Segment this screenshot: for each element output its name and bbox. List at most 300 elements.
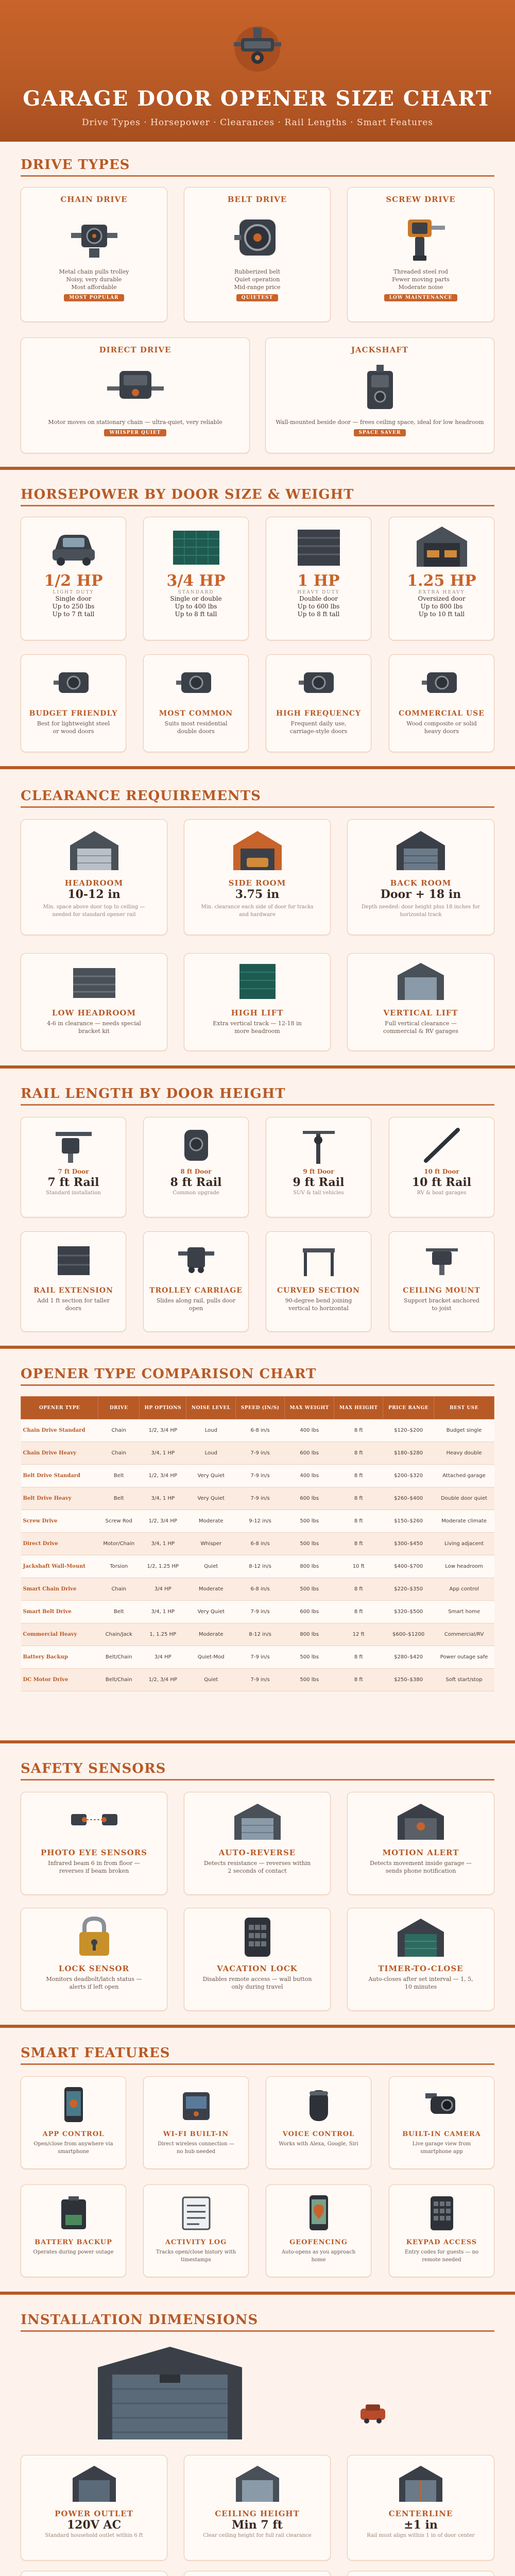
- smart-activity-log: [143, 2184, 249, 2277]
- table-row: [21, 1578, 494, 1601]
- trolley-icon: [173, 1239, 219, 1280]
- card-title: HIGH LIFT: [231, 1008, 284, 1018]
- table-cell: Low headroom: [434, 1555, 494, 1578]
- hp-class: HEAVY DUTY: [297, 590, 340, 595]
- table-cell: Belt: [98, 1487, 140, 1510]
- lock-icon: [66, 1914, 123, 1959]
- divider: [21, 2330, 494, 2332]
- table-row: [21, 1487, 494, 1510]
- hp-class: STANDARD: [178, 590, 214, 595]
- table-cell: 8 ft: [334, 1578, 383, 1601]
- clearance-back-room: [347, 819, 494, 935]
- card-desc: Moderate noise: [398, 284, 443, 291]
- table-cell: 7-9 in/s: [236, 1646, 285, 1669]
- table-cell: 800 lbs: [284, 1555, 334, 1578]
- phone-app-icon: [53, 2084, 94, 2125]
- safety-timer-to-close: [347, 1908, 494, 2011]
- table-cell: $280–$420: [383, 1646, 434, 1669]
- table-cell: 500 lbs: [284, 1646, 334, 1669]
- table-cell: $150–$260: [383, 1510, 434, 1533]
- table-header-cell: BEST USE: [434, 1397, 494, 1419]
- card-title: LOCK SENSOR: [58, 1964, 130, 1973]
- rail-value: 7 ft Rail: [47, 1176, 99, 1189]
- divider: [21, 505, 494, 506]
- table-row: [21, 1601, 494, 1623]
- table-cell: Quiet: [186, 1669, 236, 1691]
- clearance-high-lift: [184, 953, 331, 1051]
- divider: [21, 2063, 494, 2065]
- clearance-value: Door + 18 in: [380, 888, 461, 901]
- table-cell: $200–$320: [383, 1465, 434, 1487]
- card-desc: Metal chain pulls trolley: [59, 268, 129, 275]
- install-support-strut: [347, 2571, 494, 2576]
- safety-photo-eye: [21, 1792, 167, 1895]
- table-cell: 6-8 in/s: [236, 1419, 285, 1442]
- card-title: CEILING MOUNT: [403, 1286, 480, 1295]
- table-cell: 800 lbs: [284, 1623, 334, 1646]
- motor-icon: [173, 662, 219, 703]
- table-cell: Attached garage: [434, 1465, 494, 1487]
- hp-value: 1.25 HP: [407, 572, 476, 590]
- card-tag: LOW MAINTENANCE: [384, 294, 458, 301]
- page-subtitle: Drive Types · Horsepower · Clearances · Rail Lengths · Smart Features: [81, 117, 433, 128]
- safety-lock-sensor: [21, 1908, 167, 2011]
- install-emergency-release: [21, 2571, 167, 2576]
- table-cell: 500 lbs: [284, 1578, 334, 1601]
- card-desc: Up to 250 lbs: [52, 603, 95, 610]
- table-cell: 1, 1.25 HP: [140, 1623, 186, 1646]
- card-title: GEOFENCING: [289, 2239, 348, 2246]
- table-cell: Chain: [98, 1578, 140, 1601]
- install-centerline: [347, 2455, 494, 2561]
- card-desc: Min. space above door top to ceiling — needed for standard opener rail: [43, 904, 145, 918]
- table-header-cell: SPEED (IN/S): [236, 1397, 285, 1419]
- card-title: LOW HEADROOM: [52, 1008, 136, 1018]
- table-cell: 6-8 in/s: [236, 1533, 285, 1555]
- table-cell: $600–$1200: [383, 1623, 434, 1646]
- card-desc: Slides along rail, pulls door open: [156, 1297, 236, 1312]
- hp-card-half: [21, 517, 126, 640]
- table-cell: 500 lbs: [284, 1669, 334, 1691]
- table-cell: $120–$200: [383, 1419, 434, 1442]
- card-title: ACTIVITY LOG: [165, 2239, 227, 2246]
- safety-vacation-lock: [184, 1908, 331, 2011]
- card-desc: Depth needed: door height plus 18 inches for horizontal track: [361, 904, 480, 918]
- table-cell: Smart home: [434, 1601, 494, 1623]
- table-cell: Budget single: [434, 1419, 494, 1442]
- card-title: BUDGET FRIENDLY: [29, 709, 118, 718]
- card-desc: 4-6 in clearance — needs special bracket kit: [47, 1020, 141, 1035]
- table-cell: Power outage safe: [434, 1646, 494, 1669]
- card-desc: Standard installation: [46, 1190, 101, 1196]
- card-desc: Up to 8 ft tall: [175, 611, 217, 618]
- card-title: BACK ROOM: [390, 878, 452, 888]
- keypad-icon: [229, 1914, 286, 1959]
- low-headroom-icon: [66, 961, 123, 1002]
- rail-extension: [21, 1231, 126, 1332]
- table-row: [21, 1533, 494, 1555]
- clearance-value: 10-12 in: [67, 888, 121, 901]
- card-desc: Entry codes for guests — no remote needed: [404, 2249, 479, 2263]
- table-cell: Chain/Jack: [98, 1623, 140, 1646]
- card-desc: Rail must align within 1 in of door center: [367, 2533, 475, 2538]
- card-desc: 90-degree bend joining vertical to horizontal: [285, 1297, 352, 1312]
- table-header-cell: NOISE LEVEL: [186, 1397, 236, 1419]
- table-header-cell: MAX HEIGHT: [334, 1397, 383, 1419]
- card-desc: Tracks open/close history with timestamps: [156, 2249, 236, 2263]
- table-cell: $220–$350: [383, 1578, 434, 1601]
- table-cell: Smart Chain Drive: [21, 1578, 98, 1601]
- card-title: COMMERCIAL USE: [399, 709, 485, 718]
- install-value: 120V AC: [66, 2518, 122, 2532]
- table-cell: Screw Rod: [98, 1510, 140, 1533]
- card-title: PHOTO EYE SENSORS: [41, 1848, 147, 1857]
- table-cell: Chain: [98, 1419, 140, 1442]
- hp-use-budget: [21, 654, 126, 752]
- garage-door-icon: [168, 523, 225, 570]
- card-desc: Add 1 ft section for taller doors: [37, 1297, 110, 1312]
- card-desc: Auto-closes after set interval — 1, 5, 10 minutes: [368, 1976, 473, 1990]
- table-cell: Belt Drive Standard: [21, 1465, 98, 1487]
- table-cell: Torsion: [98, 1555, 140, 1578]
- card-title: BUILT-IN CAMERA: [402, 2130, 481, 2138]
- drive-card-screw: [347, 187, 494, 322]
- table-cell: 6-8 in/s: [236, 1578, 285, 1601]
- card-title: JACKSHAFT: [351, 345, 409, 354]
- table-row: [21, 1465, 494, 1487]
- card-desc: Up to 400 lbs: [175, 603, 217, 610]
- section-title-smart: SMART FEATURES: [21, 2045, 170, 2061]
- hp-value: 1/2 HP: [44, 572, 103, 590]
- table-cell: 8-12 in/s: [236, 1623, 285, 1646]
- door-height: 8 ft Door: [180, 1168, 212, 1175]
- card-tag: QUIETEST: [236, 294, 279, 301]
- card-desc: SUV & tall vehicles: [293, 1190, 344, 1196]
- drive-card-jackshaft: [265, 337, 494, 453]
- table-cell: Smart Belt Drive: [21, 1601, 98, 1623]
- card-desc: Auto-opens as you approach home: [281, 2249, 356, 2263]
- rail-opener-icon: [173, 1125, 219, 1166]
- table-cell: 600 lbs: [284, 1442, 334, 1465]
- card-desc: Up to 600 lbs: [297, 603, 340, 610]
- card-desc: Detects resistance — reverses within 2 seconds of contact: [203, 1860, 311, 1874]
- card-tag: MOST POPULAR: [64, 294, 124, 301]
- safety-motion-alert: [347, 1792, 494, 1895]
- clearance-low-headroom: [21, 953, 167, 1051]
- door-height: 7 ft Door: [58, 1168, 89, 1175]
- band: [0, 1065, 515, 1069]
- car-icon: [45, 523, 102, 570]
- table-cell: Heavy double: [434, 1442, 494, 1465]
- table-row: [21, 1669, 494, 1691]
- table-cell: Very Quiet: [186, 1465, 236, 1487]
- table-cell: Commercial/RV: [434, 1623, 494, 1646]
- table-cell: $250–$380: [383, 1669, 434, 1691]
- divider: [21, 1104, 494, 1106]
- screw-drive-icon: [392, 209, 449, 266]
- table-cell: 1/2, 3/4 HP: [140, 1419, 186, 1442]
- card-desc: Best for lightweight steel or wood doors: [37, 720, 110, 735]
- card-tag: WHISPER QUIET: [104, 429, 166, 436]
- card-desc: Clear ceiling height for full rail clearance: [203, 2533, 312, 2538]
- card-desc: Up to 7 ft tall: [52, 611, 95, 618]
- card-desc: Min. clearance each side of door for tracks and hardware: [201, 904, 314, 918]
- centerline-icon: [395, 2463, 447, 2504]
- card-title: RAIL EXTENSION: [33, 1286, 113, 1295]
- smart-camera: [389, 2076, 494, 2169]
- garage-illustration: [88, 2342, 427, 2445]
- rail-value: 10 ft Rail: [411, 1176, 472, 1189]
- table-cell: 8 ft: [334, 1419, 383, 1442]
- table-cell: 8 ft: [334, 1510, 383, 1533]
- smart-voice-control: [266, 2076, 371, 2169]
- card-desc: Detects movement inside garage — sends phone notification: [370, 1860, 472, 1874]
- card-desc: Works with Alexa, Google, Siri: [279, 2141, 358, 2147]
- table-cell: 3/4 HP: [140, 1646, 186, 1669]
- garage-door-icon: [290, 523, 347, 570]
- table-row: [21, 1555, 494, 1578]
- direct-drive-icon: [102, 360, 169, 416]
- section-title-rail: RAIL LENGTH BY DOOR HEIGHT: [21, 1086, 286, 1101]
- side-room-garage-icon: [229, 827, 286, 873]
- divider: [21, 175, 494, 177]
- table-cell: $180–$280: [383, 1442, 434, 1465]
- card-desc: Rubberized belt: [234, 268, 281, 275]
- card-desc: Live garage view from smartphone app: [412, 2141, 471, 2155]
- card-title: SCREW DRIVE: [386, 195, 456, 204]
- card-title: DIRECT DRIVE: [99, 345, 171, 354]
- install-header-bracket: [184, 2571, 331, 2576]
- smart-wifi: [143, 2076, 249, 2169]
- table-cell: 9-12 in/s: [236, 1510, 285, 1533]
- table-cell: Moderate climate: [434, 1510, 494, 1533]
- table-cell: DC Motor Drive: [21, 1669, 98, 1691]
- table-row: [21, 1442, 494, 1465]
- smart-battery-backup: [21, 2184, 126, 2277]
- table-cell: Motor/Chain: [98, 1533, 140, 1555]
- table-header-cell: MAX WEIGHT: [284, 1397, 334, 1419]
- rail-opener-icon: [50, 1125, 97, 1166]
- card-title: CHAIN DRIVE: [60, 195, 128, 204]
- divider: [21, 1779, 494, 1781]
- card-title: WI-FI BUILT-IN: [163, 2130, 229, 2138]
- table-cell: Soft start/stop: [434, 1669, 494, 1691]
- belt-drive-icon: [229, 209, 286, 266]
- motor-icon: [419, 662, 465, 703]
- high-lift-icon: [229, 961, 286, 1002]
- card-title: TROLLEY CARRIAGE: [149, 1286, 243, 1295]
- chain-drive-icon: [66, 209, 123, 266]
- card-desc: Oversized door: [418, 595, 466, 602]
- rail-icon: [419, 1125, 465, 1166]
- card-title: AUTO-REVERSE: [218, 1848, 296, 1857]
- card-desc: Open/close from anywhere via smartphone: [33, 2141, 113, 2155]
- rail-curved-section: [266, 1231, 371, 1332]
- table-cell: Chain: [98, 1442, 140, 1465]
- table-row: [21, 1419, 494, 1442]
- table-cell: 400 lbs: [284, 1419, 334, 1442]
- curved-section-icon: [296, 1239, 342, 1280]
- hp-value: 3/4 HP: [166, 572, 226, 590]
- table-cell: Belt: [98, 1465, 140, 1487]
- table-cell: 1/2, 1.25 HP: [140, 1555, 186, 1578]
- card-title: POWER OUTLET: [55, 2509, 133, 2518]
- card-desc: Noisy, very durable: [66, 276, 122, 283]
- table-cell: 8 ft: [334, 1646, 383, 1669]
- table-cell: 12 ft: [334, 1623, 383, 1646]
- table-cell: 7-9 in/s: [236, 1465, 285, 1487]
- door-height: 10 ft Door: [424, 1168, 459, 1175]
- table-cell: 3/4 HP: [140, 1578, 186, 1601]
- table-cell: Quiet-Mod: [186, 1646, 236, 1669]
- table-row: [21, 1646, 494, 1669]
- clearance-headroom: [21, 819, 167, 935]
- card-desc: Threaded steel rod: [393, 268, 448, 275]
- table-body: [21, 1419, 494, 1691]
- table-cell: 3/4, 1 HP: [140, 1533, 186, 1555]
- table-cell: Moderate: [186, 1623, 236, 1646]
- table-cell: 3/4, 1 HP: [140, 1601, 186, 1623]
- hp-use-frequency: [266, 654, 371, 752]
- table-cell: $400–$700: [383, 1555, 434, 1578]
- table-cell: App control: [434, 1578, 494, 1601]
- card-desc: Standard household outlet within 6 ft: [45, 2533, 143, 2538]
- table-cell: 1/2, 3/4 HP: [140, 1465, 186, 1487]
- table-cell: Moderate: [186, 1510, 236, 1533]
- smart-geofencing: [266, 2184, 371, 2277]
- table-row: [21, 1510, 494, 1533]
- table-cell: 400 lbs: [284, 1465, 334, 1487]
- keypad-icon: [421, 2192, 462, 2233]
- card-title: CENTERLINE: [388, 2509, 453, 2518]
- rail-card-9ft: [266, 1117, 371, 1217]
- rail-bracket-icon: [296, 1125, 342, 1166]
- section-title-table: OPENER TYPE COMPARISON CHART: [21, 1366, 317, 1382]
- hp-card-three-quarter: [143, 517, 249, 640]
- band: [0, 2292, 515, 2295]
- table-cell: Double door quiet: [434, 1487, 494, 1510]
- card-desc: Full vertical clearance — commercial & RV garages: [383, 1020, 458, 1035]
- table-cell: 8 ft: [334, 1601, 383, 1623]
- card-desc: Quiet operation: [234, 276, 280, 283]
- card-title: MOTION ALERT: [382, 1848, 459, 1857]
- table-cell: 7-9 in/s: [236, 1487, 285, 1510]
- auto-reverse-icon: [229, 1801, 286, 1842]
- table-cell: Chain Drive Standard: [21, 1419, 98, 1442]
- card-desc: Motor moves on stationary chain — ultra-quiet, very reliable: [48, 419, 222, 426]
- card-title: KEYPAD ACCESS: [406, 2239, 477, 2246]
- card-desc: Operates during power outage: [33, 2249, 114, 2255]
- table-cell: 8 ft: [334, 1487, 383, 1510]
- card-desc: Monitors deadbolt/latch status — alerts if left open: [46, 1976, 142, 1990]
- table-cell: 500 lbs: [284, 1510, 334, 1533]
- install-value: Min 7 ft: [232, 2518, 283, 2532]
- card-title: BATTERY BACKUP: [35, 2239, 112, 2246]
- divider: [21, 1384, 494, 1386]
- smart-keypad-access: [389, 2184, 494, 2277]
- table-cell: Belt Drive Heavy: [21, 1487, 98, 1510]
- table-cell: 7-9 in/s: [236, 1669, 285, 1691]
- card-desc: Most affordable: [71, 284, 117, 291]
- section-title-drive: DRIVE TYPES: [21, 157, 130, 173]
- card-title: SIDE ROOM: [228, 878, 286, 888]
- table-cell: $320–$500: [383, 1601, 434, 1623]
- section-title-install: INSTALLATION DIMENSIONS: [21, 2312, 259, 2328]
- rail-card-8ft: [143, 1117, 249, 1217]
- card-desc: Wood composite or solid heavy doors: [406, 720, 477, 735]
- wifi-opener-icon: [176, 2084, 217, 2125]
- card-desc: Wall-mounted beside door — frees ceiling space, ideal for low headroom: [276, 419, 484, 426]
- card-title: VOICE CONTROL: [282, 2130, 355, 2138]
- card-desc: Single door: [55, 595, 92, 602]
- drive-card-chain: [21, 187, 167, 322]
- motor-icon: [50, 662, 97, 703]
- card-desc: Mid-range price: [234, 284, 281, 291]
- table-cell: 7-9 in/s: [236, 1601, 285, 1623]
- card-title: MOST COMMON: [159, 709, 233, 718]
- headroom-garage-icon: [66, 827, 123, 873]
- install-ceiling-height: [184, 2455, 331, 2561]
- table-cell: 8 ft: [334, 1669, 383, 1691]
- table-header-cell: PRICE RANGE: [383, 1397, 434, 1419]
- table-cell: Belt/Chain: [98, 1669, 140, 1691]
- table-cell: 10 ft: [334, 1555, 383, 1578]
- table-cell: 8-12 in/s: [236, 1555, 285, 1578]
- header: [0, 0, 515, 142]
- smart-speaker-icon: [298, 2084, 339, 2125]
- geofence-phone-icon: [298, 2192, 339, 2233]
- card-title: CURVED SECTION: [277, 1286, 360, 1295]
- band: [0, 1740, 515, 1743]
- table-cell: $300–$450: [383, 1533, 434, 1555]
- install-power-outlet: [21, 2455, 167, 2561]
- table-cell: Living adjacent: [434, 1533, 494, 1555]
- motor-icon: [296, 662, 342, 703]
- comparison-table: [21, 1396, 494, 1691]
- hp-use-common: [143, 654, 249, 752]
- battery-icon: [53, 2192, 94, 2233]
- back-room-garage-icon: [392, 827, 449, 873]
- table-cell: Moderate: [186, 1578, 236, 1601]
- activity-log-icon: [176, 2192, 217, 2233]
- install-value: ±1 in: [404, 2518, 438, 2532]
- table-cell: Screw Drive: [21, 1510, 98, 1533]
- table-cell: 8 ft: [334, 1442, 383, 1465]
- band: [0, 467, 515, 470]
- table-cell: $260–$400: [383, 1487, 434, 1510]
- card-title: HIGH FREQUENCY: [276, 709, 362, 718]
- band: [0, 1346, 515, 1349]
- divider: [21, 806, 494, 808]
- table-header-cell: HP OPTIONS: [140, 1397, 186, 1419]
- card-desc: Disables remote access — wall button only during travel: [202, 1976, 312, 1990]
- card-title: VERTICAL LIFT: [383, 1008, 458, 1018]
- table-cell: Battery Backup: [21, 1646, 98, 1669]
- card-desc: Up to 800 lbs: [420, 603, 463, 610]
- rail-extension-icon: [50, 1239, 97, 1280]
- table-cell: Loud: [186, 1419, 236, 1442]
- table-cell: 500 lbs: [284, 1533, 334, 1555]
- photo-eye-sensor-icon: [66, 1801, 123, 1842]
- table-cell: Belt: [98, 1601, 140, 1623]
- table-header-cell: OPENER TYPE: [21, 1397, 98, 1419]
- rail-card-10ft: [389, 1117, 494, 1217]
- hp-value: 1 HP: [297, 572, 340, 590]
- door-height: 9 ft Door: [303, 1168, 334, 1175]
- power-outlet-garage-icon: [68, 2463, 120, 2504]
- card-desc: Infrared beam 6 in from floor — reverses if beam broken: [48, 1860, 140, 1874]
- card-desc: Support bracket anchored to joist: [404, 1297, 479, 1312]
